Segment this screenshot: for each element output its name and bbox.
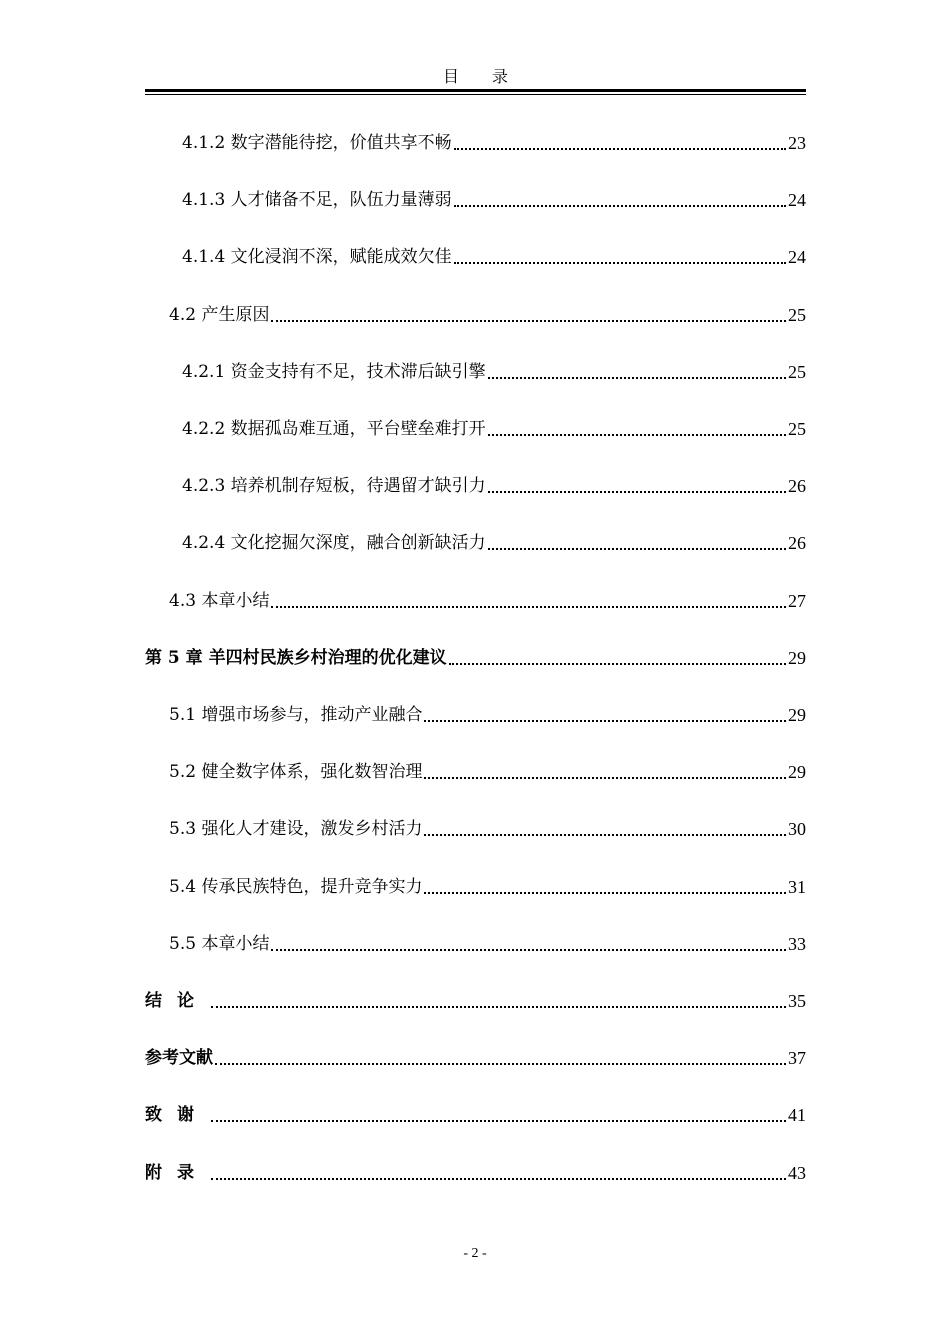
toc-entry[interactable] <box>145 412 806 442</box>
toc-entry[interactable] <box>145 1041 806 1071</box>
toc-entry-title: 5.2 健全数字体系，强化数智治理 <box>169 762 423 783</box>
toc-entry-page: 30 <box>788 819 806 840</box>
toc-entry[interactable] <box>145 641 806 671</box>
toc-entry-page: 37 <box>788 1048 806 1069</box>
toc-entry-title: 4.2.3 培养机制存短板，待遇留才缺引力 <box>182 476 486 497</box>
toc-entry-page: 24 <box>788 247 806 268</box>
toc-leader-dots <box>215 1062 786 1065</box>
toc-entry-title: 附录 <box>145 1162 209 1183</box>
toc-entry-page: 25 <box>788 304 806 325</box>
toc-leader-dots <box>271 319 786 322</box>
toc-entry-title: 4.1.2 数字潜能待挖，价值共享不畅 <box>182 133 452 153</box>
toc-entry-page: 25 <box>788 419 806 439</box>
toc-entry-page: 41 <box>788 1105 806 1126</box>
toc-entry-title: 4.1.4 文化浸润不深，赋能成效欠佳 <box>182 247 452 268</box>
toc-entry[interactable] <box>145 183 806 213</box>
toc-entry[interactable] <box>145 812 806 842</box>
toc-entry[interactable] <box>145 1156 806 1186</box>
toc-entry[interactable] <box>145 584 806 614</box>
toc-entry-title: 参考文献 <box>145 1048 213 1069</box>
toc-leader-dots <box>211 1119 786 1122</box>
toc-entry-title: 5.1 增强市场参与，推动产业融合 <box>169 705 423 725</box>
toc-leader-dots <box>488 490 786 493</box>
toc-entry-title: 4.3 本章小结 <box>169 590 270 611</box>
toc-entry-page: 27 <box>788 590 806 611</box>
toc-leader-dots <box>271 948 786 951</box>
toc-leader-dots <box>211 1005 786 1008</box>
toc-leader-dots <box>454 261 786 264</box>
toc-entry-page: 25 <box>788 361 806 382</box>
toc-entry-title: 第 5 章 羊四村民族乡村治理的优化建议 <box>145 647 447 668</box>
toc-entry-title: 4.1.3 人才储备不足，队伍力量薄弱 <box>182 190 452 211</box>
toc-entry[interactable] <box>145 526 806 556</box>
toc-leader-dots <box>488 547 786 550</box>
toc-leader-dots <box>454 147 786 150</box>
toc-leader-dots <box>424 776 786 779</box>
toc-leader-dots <box>449 662 786 665</box>
toc-leader-dots <box>424 833 786 836</box>
toc-entry-title: 4.2.1 资金支持有不足，技术滞后缺引擎 <box>182 361 486 382</box>
toc-entry[interactable] <box>145 469 806 499</box>
toc-leader-dots <box>488 376 786 379</box>
header-rule-thin <box>145 94 806 95</box>
toc-entry[interactable] <box>145 1098 806 1128</box>
toc-entry[interactable] <box>145 984 806 1014</box>
toc-entry-title: 4.2.4 文化挖掘欠深度，融合创新缺活力 <box>182 533 486 554</box>
toc-entry[interactable] <box>145 126 806 156</box>
toc-entry-page: 29 <box>788 762 806 783</box>
toc-entry-title: 5.4 传承民族特色，提升竞争实力 <box>169 876 423 897</box>
toc-leader-dots <box>424 719 786 722</box>
toc-entry-page: 35 <box>788 991 806 1011</box>
toc-entry-page: 23 <box>788 133 806 153</box>
toc-entry-page: 31 <box>788 876 806 897</box>
toc-entry-page: 26 <box>788 533 806 554</box>
toc-leader-dots <box>271 605 786 608</box>
toc-leader-dots <box>488 433 786 436</box>
toc-entry[interactable] <box>145 240 806 270</box>
toc-leader-dots <box>211 1177 786 1180</box>
toc-entry-title: 结论 <box>145 991 209 1011</box>
toc-entry-title: 5.3 强化人才建设，激发乡村活力 <box>169 819 423 840</box>
toc-entry-title: 4.2.2 数据孤岛难互通，平台壁垒难打开 <box>182 419 486 439</box>
toc-entry-page: 24 <box>788 190 806 211</box>
toc-entry-page: 29 <box>788 647 806 668</box>
toc-entry[interactable] <box>145 755 806 785</box>
toc-leader-dots <box>424 891 786 894</box>
toc-leader-dots <box>454 204 786 207</box>
toc-entry[interactable] <box>145 298 806 328</box>
page-header-title: 目 录 <box>442 67 523 86</box>
toc-entry-title: 5.5 本章小结 <box>169 933 270 954</box>
toc-entry-page: 26 <box>788 476 806 497</box>
toc-entry-title: 4.2 产生原因 <box>169 304 270 325</box>
toc-entry-page: 29 <box>788 705 806 725</box>
header-rule-thick <box>145 89 806 92</box>
toc-entry[interactable] <box>145 698 806 728</box>
toc-entry[interactable] <box>145 355 806 385</box>
toc-entry-page: 43 <box>788 1162 806 1183</box>
toc-entry[interactable] <box>145 870 806 900</box>
toc-entry-title: 致谢 <box>145 1105 209 1126</box>
toc-entry[interactable] <box>145 927 806 957</box>
toc-entry-page: 33 <box>788 933 806 954</box>
page-number: - 2 - <box>463 1246 487 1261</box>
